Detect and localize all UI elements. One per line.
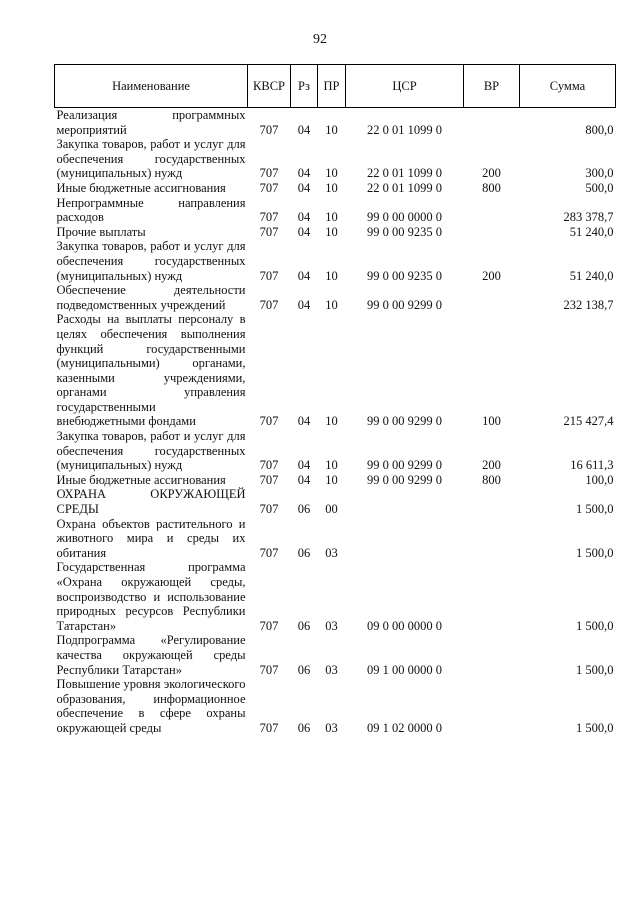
table-row — [55, 473, 616, 488]
cell-sum: 215 427,4 — [563, 414, 614, 429]
cell-pr: 10 — [325, 268, 338, 283]
cell-kvsr: 707 — [259, 166, 279, 181]
cell-pr: 03 — [325, 662, 338, 677]
cell-pr: 00 — [325, 502, 338, 517]
cell-vr — [464, 487, 520, 516]
cell-rz: 04 — [297, 297, 311, 312]
cell-rz: 04 — [297, 268, 311, 283]
cell-kvsr: 707 — [259, 414, 279, 429]
cell-sum: 100,0 — [585, 472, 614, 487]
cell-csr: 22 0 01 1099 0 — [367, 122, 442, 137]
cell-sum: 1 500,0 — [576, 720, 614, 735]
header-name: Наименование — [55, 65, 248, 108]
table-row — [55, 283, 616, 312]
cell-rz: 06 — [297, 502, 311, 517]
cell-pr: 10 — [325, 472, 338, 487]
cell-kvsr: 707 — [259, 720, 279, 735]
cell-kvsr: 707 — [259, 122, 279, 137]
cell-vr: 100 — [482, 414, 501, 429]
cell-csr: 99 0 00 9235 0 — [367, 268, 442, 283]
cell-vr: 800 — [482, 180, 501, 195]
cell-csr: 99 0 00 0000 0 — [367, 210, 442, 225]
cell-vr: 200 — [482, 166, 501, 181]
cell-pr: 10 — [325, 210, 338, 225]
header-sum: Сумма — [520, 65, 616, 108]
cell-pr: 10 — [325, 180, 338, 195]
cell-rz: 04 — [297, 414, 311, 429]
cell-rz: 04 — [297, 180, 311, 195]
cell-sum: 1 500,0 — [576, 618, 614, 633]
cell-sum: 500,0 — [585, 180, 614, 195]
cell-vr — [464, 225, 520, 240]
table-row — [55, 239, 616, 283]
cell-name: ОХРАНА ОКРУЖАЮЩЕЙ СРЕДЫ — [56, 487, 246, 517]
cell-vr — [464, 560, 520, 633]
table-row — [55, 137, 616, 181]
cell-csr: 99 0 00 9299 0 — [367, 472, 442, 487]
cell-csr: 99 0 00 9299 0 — [367, 458, 442, 473]
cell-csr — [346, 517, 464, 561]
cell-name: Расходы на выплаты персоналу в целях обеспечения выполнения функций государственными (муниципальными) органами, казенными учреждениями, органами управления государственными внебюджетными фондами — [56, 312, 246, 429]
cell-rz: 06 — [297, 720, 311, 735]
cell-rz: 04 — [297, 122, 311, 137]
cell-rz: 04 — [297, 224, 311, 239]
cell-sum: 283 378,7 — [563, 210, 614, 225]
cell-vr — [464, 283, 520, 312]
cell-rz: 04 — [297, 458, 311, 473]
cell-name: Охрана объектов растительного и животного мира и среды их обитания — [56, 516, 246, 560]
header-rz: Рз — [291, 65, 318, 108]
cell-csr — [346, 487, 464, 516]
table-row — [55, 312, 616, 429]
cell-name: Государственная программа «Охрана окружающей среды, воспроизводство и использование природных ресурсов Республики Татарстан» — [56, 560, 246, 633]
cell-rz: 04 — [297, 166, 311, 181]
cell-name: Закупка товаров, работ и услуг для обеспечения государственных (муниципальных) нужд — [56, 429, 246, 473]
cell-csr: 09 1 02 0000 0 — [367, 720, 442, 735]
cell-vr — [464, 677, 520, 735]
cell-pr: 03 — [325, 720, 338, 735]
cell-sum: 800,0 — [585, 122, 614, 137]
cell-sum: 1 500,0 — [576, 662, 614, 677]
table-row — [55, 517, 616, 561]
cell-vr: 200 — [482, 268, 501, 283]
cell-pr: 10 — [325, 166, 338, 181]
cell-csr: 09 0 00 0000 0 — [367, 618, 442, 633]
cell-name: Прочие выплаты — [56, 224, 146, 239]
cell-pr: 10 — [325, 122, 338, 137]
table-row — [55, 181, 616, 196]
cell-sum: 300,0 — [585, 166, 614, 181]
table-row — [55, 429, 616, 473]
cell-name: Закупка товаров, работ и услуг для обеспечения государственных (муниципальных) нужд — [56, 137, 246, 181]
cell-rz: 06 — [297, 662, 311, 677]
header-vr: ВР — [464, 65, 520, 108]
cell-kvsr: 707 — [259, 472, 279, 487]
table-row — [55, 196, 616, 225]
cell-pr: 10 — [325, 224, 338, 239]
cell-kvsr: 707 — [259, 224, 279, 239]
cell-sum: 232 138,7 — [563, 297, 614, 312]
cell-kvsr: 707 — [259, 268, 279, 283]
cell-name: Реализация программных мероприятий — [56, 108, 246, 137]
cell-kvsr: 707 — [259, 458, 279, 473]
cell-name: Иные бюджетные ассигнования — [56, 472, 226, 487]
cell-rz: 06 — [297, 545, 311, 560]
cell-pr: 03 — [325, 618, 338, 633]
page-number: 92 — [313, 32, 327, 47]
cell-name: Непрограммные направления расходов — [56, 195, 246, 225]
cell-csr: 99 0 00 9235 0 — [367, 224, 442, 239]
header-csr: ЦСР — [346, 65, 464, 108]
cell-vr — [464, 196, 520, 225]
cell-kvsr: 707 — [259, 618, 279, 633]
cell-rz: 04 — [297, 472, 311, 487]
cell-pr: 10 — [325, 297, 338, 312]
table-row — [55, 487, 616, 516]
header-pr: ПР — [318, 65, 346, 108]
cell-pr: 03 — [325, 545, 338, 560]
cell-name: Подпрограмма «Регулирование качества окружающей среды Республики Татарстан» — [56, 633, 246, 677]
cell-kvsr: 707 — [259, 662, 279, 677]
cell-pr: 10 — [325, 414, 338, 429]
table-row — [55, 108, 616, 138]
cell-sum: 51 240,0 — [569, 268, 614, 283]
table-row — [55, 225, 616, 240]
table-row — [55, 560, 616, 633]
header-kvsr: КВСР — [248, 65, 291, 108]
table-row — [55, 677, 616, 735]
table-row — [55, 633, 616, 677]
cell-rz: 06 — [297, 618, 311, 633]
cell-kvsr: 707 — [259, 210, 279, 225]
cell-rz: 04 — [297, 210, 311, 225]
cell-csr: 22 0 01 1099 0 — [367, 180, 442, 195]
cell-csr: 09 1 00 0000 0 — [367, 662, 442, 677]
cell-vr: 200 — [482, 458, 501, 473]
cell-csr: 99 0 00 9299 0 — [367, 414, 442, 429]
cell-kvsr: 707 — [259, 502, 279, 517]
cell-vr — [464, 633, 520, 677]
cell-sum: 1 500,0 — [576, 502, 614, 517]
cell-name: Закупка товаров, работ и услуг для обеспечения государственных (муниципальных) нужд — [56, 239, 246, 283]
cell-vr — [464, 517, 520, 561]
cell-name: Повышение уровня экологического образования, информационное обеспечение в сфере охраны окружающей среды — [56, 677, 246, 735]
cell-pr: 10 — [325, 458, 338, 473]
table-header-row — [55, 65, 616, 108]
budget-table — [54, 64, 616, 736]
cell-kvsr: 707 — [259, 180, 279, 195]
cell-sum: 51 240,0 — [569, 224, 614, 239]
cell-sum: 16 611,3 — [570, 458, 614, 473]
cell-csr: 99 0 00 9299 0 — [367, 297, 442, 312]
cell-vr: 800 — [482, 472, 501, 487]
cell-kvsr: 707 — [259, 297, 279, 312]
cell-vr — [464, 108, 520, 138]
cell-kvsr: 707 — [259, 545, 279, 560]
cell-name: Обеспечение деятельности подведомственных учреждений — [56, 283, 246, 312]
cell-name: Иные бюджетные ассигнования — [56, 180, 226, 195]
cell-sum: 1 500,0 — [576, 545, 614, 560]
cell-csr: 22 0 01 1099 0 — [367, 166, 442, 181]
